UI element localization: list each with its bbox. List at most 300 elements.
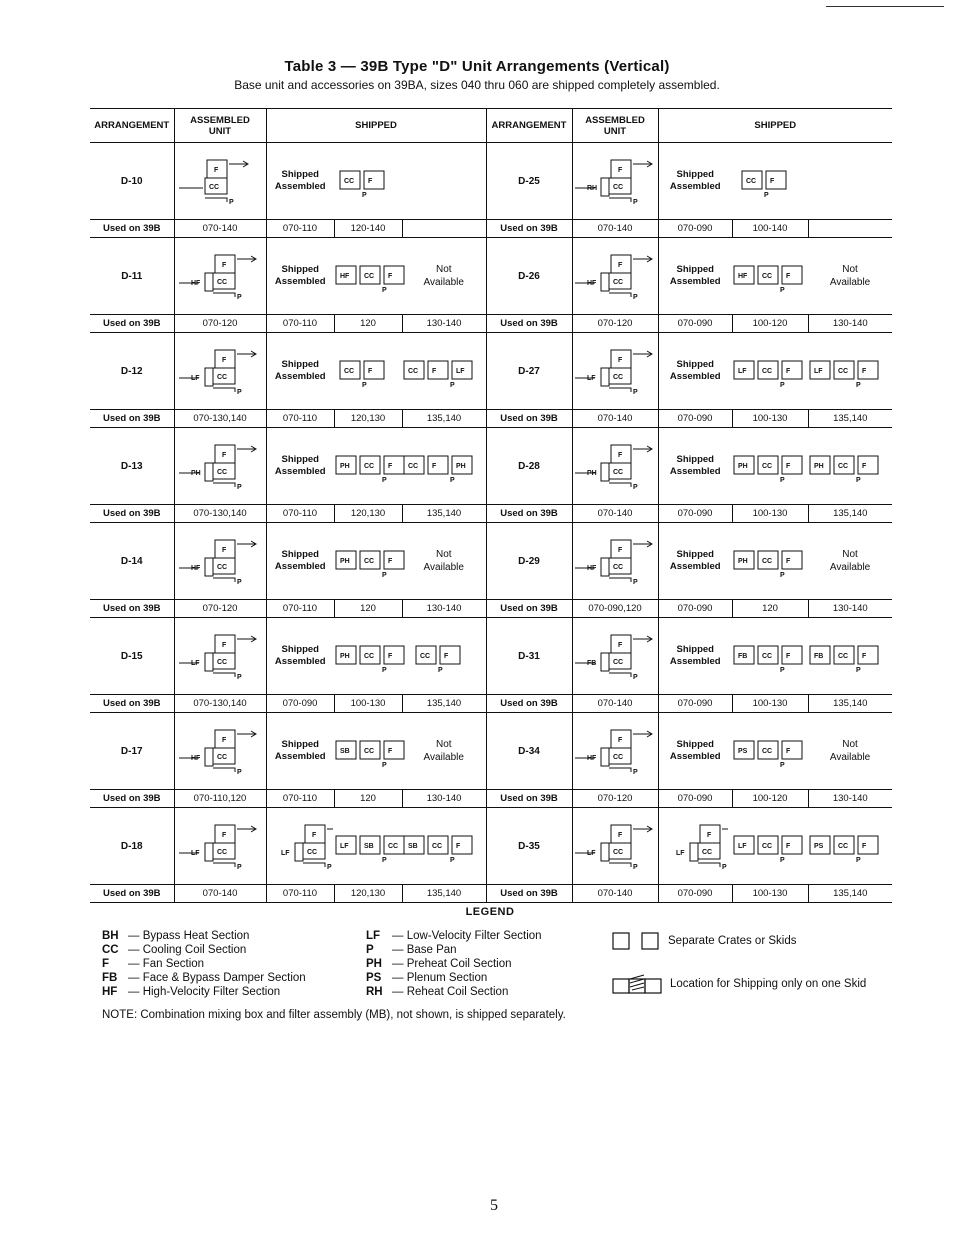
shipped-sections-icon xyxy=(808,446,892,486)
shipped-sizes-1: 120 xyxy=(334,600,402,618)
arrangement-code: D-27 xyxy=(486,333,572,410)
shipped-sections-cell-2 xyxy=(808,618,892,695)
header-arrangement-right: ARRANGEMENT xyxy=(486,109,572,143)
used-on-label: Used on 39B xyxy=(90,695,174,713)
svg-text:CC: CC xyxy=(612,279,623,286)
assembled-unit-cell xyxy=(572,333,658,410)
shipped-sections-icon xyxy=(732,446,816,486)
svg-text:F: F xyxy=(388,463,393,470)
arrangement-row xyxy=(90,808,892,885)
svg-text:P: P xyxy=(632,674,638,681)
svg-text:F: F xyxy=(432,368,437,375)
svg-text:F: F xyxy=(222,642,227,649)
legend-item xyxy=(102,957,306,971)
shipped-assembled-text: Shipped Assembled xyxy=(266,143,334,220)
assembled-sizes: 070-090,120 xyxy=(572,600,658,618)
shipped-sections-cell xyxy=(334,523,402,600)
svg-text:F: F xyxy=(786,843,791,850)
legend-item xyxy=(366,943,542,957)
shipped-sections-cell-2 xyxy=(808,808,892,885)
svg-text:FB: FB xyxy=(814,653,824,660)
shipped-sizes-1: 120 xyxy=(334,315,402,333)
svg-text:F: F xyxy=(862,368,867,375)
shipped-assembled-sizes: 070-090 xyxy=(658,790,732,808)
not-available-text: Not Available xyxy=(423,549,464,573)
used-on-row xyxy=(90,600,892,618)
svg-text:P: P xyxy=(237,674,242,681)
legend-key: RH xyxy=(366,986,383,998)
svg-text:F: F xyxy=(617,262,622,269)
unit-diagram-icon xyxy=(177,344,263,398)
legend-separate-crates-label: Separate Crates or Skids xyxy=(668,935,797,947)
svg-text:P: P xyxy=(237,769,242,776)
shipped-sections-cell-2 xyxy=(808,428,892,505)
legend-separate-crates xyxy=(612,931,796,951)
arrangement-code: D-31 xyxy=(486,618,572,695)
svg-text:P: P xyxy=(632,579,638,586)
used-on-label: Used on 39B xyxy=(90,600,174,618)
svg-text:F: F xyxy=(388,273,393,280)
used-on-row xyxy=(90,410,892,428)
shipped-assembled-sizes: 070-110 xyxy=(266,885,334,903)
assembled-sizes: 070-140 xyxy=(572,505,658,523)
used-on-label: Used on 39B xyxy=(90,220,174,238)
shipped-sections-cell xyxy=(334,143,402,220)
svg-text:P: P xyxy=(237,864,242,871)
svg-text:PH: PH xyxy=(814,463,824,470)
arrangement-code: D-18 xyxy=(120,840,143,852)
svg-text:PH: PH xyxy=(586,470,597,477)
shipped-sections-cell-2 xyxy=(808,333,892,410)
legend-key: F xyxy=(102,958,110,970)
shipped-sizes-2: 130-140 xyxy=(808,790,892,808)
svg-text:CC: CC xyxy=(746,178,757,185)
unit-diagram-icon xyxy=(177,439,263,493)
svg-text:PH: PH xyxy=(340,653,350,660)
svg-text:F: F xyxy=(214,167,219,174)
shipped-sections-cell-2 xyxy=(402,808,486,885)
shipped-sections-cell xyxy=(732,143,808,220)
legend-one-skid-label: Location for Shipping only on one Skid xyxy=(670,978,867,990)
svg-text:CC: CC xyxy=(217,754,228,761)
assembled-unit-cell xyxy=(572,428,658,505)
svg-text:F: F xyxy=(222,452,227,459)
legend-desc: — Face & Bypass Damper Section xyxy=(128,972,306,984)
used-on-label: Used on 39B xyxy=(486,695,572,713)
header-assembled-left: ASSEMBLED UNIT xyxy=(174,109,266,143)
shipped-assembled-text: Shipped Assembled xyxy=(266,238,334,315)
svg-text:F: F xyxy=(443,653,449,660)
svg-text:F: F xyxy=(617,642,622,649)
legend-item xyxy=(366,971,542,985)
svg-text:LF: LF xyxy=(676,850,685,857)
shipped-sizes-1: 100-130 xyxy=(732,695,808,713)
legend-item xyxy=(102,985,306,999)
shipped-sizes-2: 130-140 xyxy=(402,315,486,333)
shipped-assembled-cell xyxy=(266,808,334,885)
svg-text:CC: CC xyxy=(388,843,399,850)
page-title: Table 3 — 39B Type "D" Unit Arrangements (Vertical) xyxy=(284,58,670,75)
svg-text:F: F xyxy=(617,737,622,744)
svg-text:F: F xyxy=(617,547,622,554)
shipped-assembled-text: Shipped Assembled xyxy=(658,428,732,505)
shipped-sections-icon xyxy=(732,541,816,581)
svg-text:P: P xyxy=(237,579,242,586)
arrangement-code: D-29 xyxy=(486,523,572,600)
unit-diagram-icon xyxy=(177,249,263,303)
svg-text:P: P xyxy=(437,667,443,674)
shipped-assembled-sizes: 070-090 xyxy=(658,410,732,428)
svg-text:P: P xyxy=(780,762,785,769)
assembled-unit-cell xyxy=(174,428,266,505)
legend-item xyxy=(102,929,306,943)
svg-text:F: F xyxy=(786,653,791,660)
shipped-sizes-1: 100-140 xyxy=(732,220,808,238)
svg-text:CC: CC xyxy=(838,368,849,375)
assembled-unit-cell xyxy=(572,808,658,885)
used-on-row xyxy=(90,315,892,333)
shipped-assembled-text: Shipped Assembled xyxy=(266,428,334,505)
unit-diagram-icon xyxy=(573,724,659,778)
svg-text:PH: PH xyxy=(738,463,748,470)
svg-text:CC: CC xyxy=(838,843,849,850)
svg-text:CC: CC xyxy=(762,463,773,470)
svg-text:CC: CC xyxy=(364,653,375,660)
shipped-assembled-sizes: 070-110 xyxy=(266,410,334,428)
assembled-unit-cell xyxy=(572,523,658,600)
svg-text:CC: CC xyxy=(612,184,623,191)
shipped-sections-icon xyxy=(808,636,892,676)
note-text: NOTE: Combination mixing box and filter assembly (MB), not shown, is shipped separately. xyxy=(102,1009,566,1021)
svg-text:P: P xyxy=(450,477,455,484)
shipped-assembled-text: Shipped Assembled xyxy=(658,713,732,790)
svg-text:P: P xyxy=(780,572,785,579)
header-shipped-right: SHIPPED xyxy=(658,109,892,143)
unit-diagram-icon xyxy=(177,629,263,683)
shipped-sections-cell xyxy=(334,428,402,505)
header-assembled-right: ASSEMBLED UNIT xyxy=(572,109,658,143)
shipped-assembled-sizes: 070-110 xyxy=(266,790,334,808)
svg-text:LF: LF xyxy=(191,850,200,857)
svg-text:LF: LF xyxy=(191,660,200,667)
shipped-sections-cell xyxy=(334,808,402,885)
arrangement-code: D-11 xyxy=(121,270,143,282)
legend-item xyxy=(366,929,542,943)
assembled-unit-cell xyxy=(572,143,658,220)
arrangement-code: D-12 xyxy=(120,365,143,377)
svg-text:FB: FB xyxy=(738,653,748,660)
assembled-sizes: 070-140 xyxy=(174,885,266,903)
unit-diagram-icon xyxy=(573,439,659,493)
svg-text:CC: CC xyxy=(344,178,355,185)
svg-text:P: P xyxy=(237,484,242,491)
svg-text:F: F xyxy=(617,832,622,839)
svg-text:LF: LF xyxy=(814,368,823,375)
legend-key: P xyxy=(366,944,374,956)
used-on-label: Used on 39B xyxy=(486,220,572,238)
svg-text:CC: CC xyxy=(762,653,773,660)
svg-text:F: F xyxy=(312,832,317,839)
unit-diagram-icon xyxy=(573,344,659,398)
assembled-unit-cell xyxy=(174,143,266,220)
legend-desc: — Preheat Coil Section xyxy=(392,958,512,970)
assembled-unit-cell xyxy=(572,618,658,695)
shipped-assembled-text: Shipped Assembled xyxy=(658,143,732,220)
shipped-sections-icon xyxy=(808,351,892,391)
legend-desc: — Reheat Coil Section xyxy=(392,986,509,998)
shipped-sizes-2: 135,140 xyxy=(808,885,892,903)
svg-text:F: F xyxy=(388,558,393,565)
svg-text:CC: CC xyxy=(217,469,228,476)
arrangement-row xyxy=(90,143,892,220)
svg-text:F: F xyxy=(222,737,227,744)
svg-text:P: P xyxy=(632,484,638,491)
used-on-row xyxy=(90,695,892,713)
svg-text:CC: CC xyxy=(408,463,419,470)
shipped-assembled-text: Shipped Assembled xyxy=(266,713,334,790)
shipped-sections-icon xyxy=(732,636,816,676)
assembled-unit-cell xyxy=(174,238,266,315)
shipped-sections-icon xyxy=(414,636,474,676)
svg-text:F: F xyxy=(617,452,622,459)
svg-text:F: F xyxy=(222,547,227,554)
assembled-unit-cell xyxy=(572,713,658,790)
shipped-sections-cell xyxy=(732,713,808,790)
svg-text:P: P xyxy=(382,287,387,294)
svg-text:LF: LF xyxy=(340,843,349,850)
svg-text:CC: CC xyxy=(364,558,375,565)
svg-text:CC: CC xyxy=(762,273,773,280)
shipped-assembled-sizes: 070-110 xyxy=(266,220,334,238)
shipped-sections-cell xyxy=(732,618,808,695)
unit-diagram-icon xyxy=(573,249,659,303)
shipped-sections-cell xyxy=(334,713,402,790)
assembled-sizes: 070-130,140 xyxy=(174,410,266,428)
svg-text:PH: PH xyxy=(738,558,748,565)
top-rule xyxy=(826,6,944,7)
svg-text:P: P xyxy=(780,477,785,484)
svg-text:CC: CC xyxy=(612,754,623,761)
svg-text:P: P xyxy=(382,857,387,864)
arrangement-code: D-17 xyxy=(120,745,143,757)
arrangement-table xyxy=(90,108,892,903)
shipped-sections-icon xyxy=(338,161,398,201)
used-on-label: Used on 39B xyxy=(90,790,174,808)
svg-text:P: P xyxy=(362,192,367,199)
shipped-assembled-sizes: 070-090 xyxy=(658,505,732,523)
svg-text:P: P xyxy=(382,477,387,484)
svg-text:F: F xyxy=(222,357,227,364)
svg-text:PH: PH xyxy=(456,463,466,470)
unit-diagram-icon xyxy=(573,534,659,588)
svg-text:F: F xyxy=(862,843,867,850)
unit-diagram-icon xyxy=(177,154,263,208)
shipped-sections-icon xyxy=(732,731,816,771)
assembled-sizes: 070-130,140 xyxy=(174,505,266,523)
shipped-assembled-sizes: 070-090 xyxy=(658,885,732,903)
shipped-sections-icon xyxy=(732,256,816,296)
svg-text:P: P xyxy=(722,864,727,871)
arrangement-row xyxy=(90,238,892,315)
not-available-text: Not Available xyxy=(423,264,464,288)
svg-text:F: F xyxy=(862,653,867,660)
header-shipped-left: SHIPPED xyxy=(266,109,486,143)
shipped-sections-cell xyxy=(732,333,808,410)
assembled-sizes: 070-140 xyxy=(572,410,658,428)
shipped-sections-cell-2 xyxy=(402,333,486,410)
assembled-sizes: 070-120 xyxy=(174,315,266,333)
shipped-assembled-sizes: 070-110 xyxy=(266,505,334,523)
svg-text:F: F xyxy=(368,368,373,375)
svg-text:HF: HF xyxy=(586,755,596,762)
arrangement-code: D-14 xyxy=(120,555,143,567)
svg-text:P: P xyxy=(382,667,387,674)
not-available-text: Not Available xyxy=(829,549,871,573)
assembled-unit-cell xyxy=(174,523,266,600)
svg-text:CC: CC xyxy=(762,843,773,850)
svg-text:F: F xyxy=(786,463,791,470)
svg-text:P: P xyxy=(382,572,387,579)
legend-key: PS xyxy=(366,972,382,984)
arrangement-code: D-10 xyxy=(120,175,143,187)
shipped-sizes-2: 130-140 xyxy=(402,600,486,618)
unit-diagram-icon xyxy=(573,819,659,873)
svg-text:SB: SB xyxy=(340,748,350,755)
svg-text:LF: LF xyxy=(738,368,747,375)
shipped-sizes-1: 100-130 xyxy=(732,410,808,428)
svg-text:F: F xyxy=(786,748,791,755)
svg-text:HF: HF xyxy=(586,280,596,287)
legend-desc: — Plenum Section xyxy=(392,972,488,984)
arrangement-code: D-28 xyxy=(486,428,572,505)
svg-text:F: F xyxy=(862,463,867,470)
shipped-assembled-sizes: 070-090 xyxy=(658,695,732,713)
svg-text:P: P xyxy=(229,199,234,206)
page-number: 5 xyxy=(490,1197,498,1214)
svg-text:PS: PS xyxy=(814,843,824,850)
svg-text:F: F xyxy=(786,558,791,565)
shipped-assembled-sizes: 070-110 xyxy=(266,600,334,618)
svg-text:P: P xyxy=(237,294,242,301)
assembled-sizes: 070-120 xyxy=(572,790,658,808)
shipped-sizes-1: 100-130 xyxy=(334,695,402,713)
arrangement-code: D-25 xyxy=(486,143,572,220)
shipped-sections-icon xyxy=(808,826,892,866)
svg-text:CC: CC xyxy=(702,849,713,856)
assembled-unit-cell xyxy=(174,713,266,790)
shipped-assembled-text: Shipped Assembled xyxy=(266,618,334,695)
shipped-sizes-1: 120 xyxy=(732,600,808,618)
svg-text:P: P xyxy=(327,864,332,871)
shipped-assembled-text: Shipped Assembled xyxy=(658,618,732,695)
svg-text:CC: CC xyxy=(364,748,375,755)
svg-text:CC: CC xyxy=(838,463,849,470)
svg-text:LF: LF xyxy=(456,368,465,375)
assembled-unit-cell xyxy=(572,238,658,315)
unit-diagram-icon xyxy=(573,154,659,208)
svg-text:P: P xyxy=(780,287,785,294)
svg-text:F: F xyxy=(707,832,712,839)
svg-text:LF: LF xyxy=(738,843,747,850)
legend-key: CC xyxy=(102,944,119,956)
svg-text:HF: HF xyxy=(738,273,748,280)
used-on-label: Used on 39B xyxy=(486,315,572,333)
shipped-sections-icon xyxy=(338,351,398,391)
svg-text:HF: HF xyxy=(191,280,201,287)
svg-text:PH: PH xyxy=(340,558,350,565)
shipped-sections-cell xyxy=(732,808,808,885)
used-on-label: Used on 39B xyxy=(90,505,174,523)
shipped-sizes-2: 135,140 xyxy=(402,505,486,523)
shipped-sections-icon xyxy=(732,351,816,391)
used-on-label: Used on 39B xyxy=(90,315,174,333)
svg-text:F: F xyxy=(432,463,437,470)
assembled-sizes: 070-140 xyxy=(572,885,658,903)
assembled-unit-cell xyxy=(174,808,266,885)
svg-text:P: P xyxy=(450,857,455,864)
legend-item xyxy=(102,971,306,985)
svg-text:CC: CC xyxy=(344,368,355,375)
svg-text:P: P xyxy=(856,477,861,484)
shipped-sizes-2: 135,140 xyxy=(402,410,486,428)
svg-text:PH: PH xyxy=(191,470,201,477)
unit-diagram-icon xyxy=(177,724,263,778)
svg-text:P: P xyxy=(780,857,785,864)
svg-text:P: P xyxy=(382,762,387,769)
legend-item xyxy=(366,957,542,971)
legend-key: FB xyxy=(102,972,118,984)
svg-text:CC: CC xyxy=(217,849,228,856)
legend-item xyxy=(102,943,306,957)
svg-text:F: F xyxy=(770,178,775,185)
legend-desc: — Fan Section xyxy=(128,958,205,970)
legend-desc: — Low-Velocity Filter Section xyxy=(392,930,542,942)
legend-column-1 xyxy=(102,929,306,999)
shipped-sizes-2: 135,140 xyxy=(808,410,892,428)
svg-text:F: F xyxy=(617,167,622,174)
svg-text:F: F xyxy=(617,357,622,364)
shipped-sections-icon xyxy=(402,446,486,486)
svg-text:CC: CC xyxy=(612,659,623,666)
assembled-sizes: 070-130,140 xyxy=(174,695,266,713)
legend-one-skid xyxy=(612,973,866,995)
shipped-sizes-2: 130-140 xyxy=(808,600,892,618)
used-on-label: Used on 39B xyxy=(90,410,174,428)
shipped-sizes-2: 135,140 xyxy=(808,695,892,713)
shipped-sections-cell xyxy=(732,428,808,505)
shipped-assembled-text: Shipped Assembled xyxy=(658,523,732,600)
unit-diagram-icon xyxy=(267,819,333,873)
arrangement-code: D-34 xyxy=(486,713,572,790)
shipped-assembled-sizes: 070-090 xyxy=(266,695,334,713)
svg-text:P: P xyxy=(362,382,367,389)
svg-text:F: F xyxy=(222,262,227,269)
shipped-sizes-2: 135,140 xyxy=(402,885,486,903)
shipped-assembled-sizes: 070-090 xyxy=(658,600,732,618)
shipped-sizes-2: 130-140 xyxy=(402,790,486,808)
legend-desc: — High-Velocity Filter Section xyxy=(128,986,281,998)
arrangement-code: D-15 xyxy=(120,650,143,662)
shipped-sizes-1: 120-140 xyxy=(334,220,402,238)
svg-text:CC: CC xyxy=(217,659,228,666)
not-available-text: Not Available xyxy=(829,739,871,763)
header-arrangement-left: ARRANGEMENT xyxy=(90,109,174,143)
shipped-sizes-2: 135,140 xyxy=(808,505,892,523)
legend-key: BH xyxy=(102,930,119,942)
svg-text:P: P xyxy=(856,382,861,389)
svg-text:F: F xyxy=(368,178,373,185)
shipped-sizes-2 xyxy=(808,220,892,238)
